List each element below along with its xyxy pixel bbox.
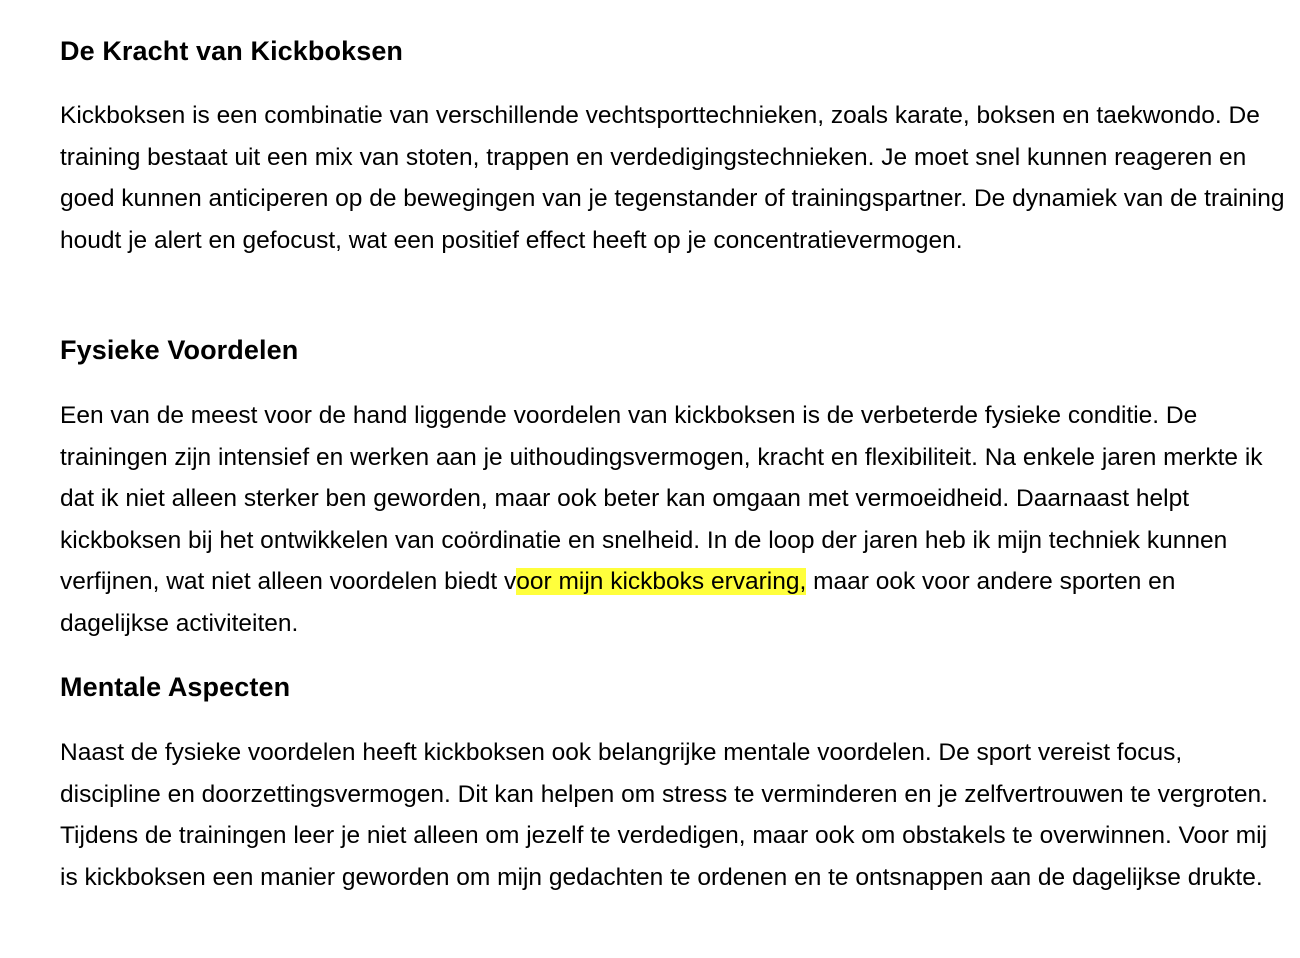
section-paragraph-mentale-aspecten: Naast de fysieke voordelen heeft kickboksen ook belangrijke mentale voordelen. De sport vereist focus, discipline en doorzettingsvermogen. Dit kan helpen om stress te verminderen en je zelfvertrouwen te vergroten. Tijdens de trainingen leer je niet alleen om jezelf te verdedigen, maar ook om obstakels te overwinnen. Voor mij is kickboksen een manier geworden om mijn gedachten te ordenen en te ontsnappen aan de dagelijkse drukte. <box>60 739 1268 891</box>
section-heading-kracht: De Kracht van Kickboksen <box>60 36 404 66</box>
highlighted-text: oor mijn kickboks ervaring, <box>516 568 807 596</box>
paragraph-text-after-highlight: maar ook voor andere sporten en dagelijkse activiteiten. <box>60 568 1176 637</box>
section-heading-mentale-aspecten: Mentale Aspecten <box>60 672 291 702</box>
section-paragraph-fysieke-voordelen <box>60 395 1285 645</box>
section-heading-fysieke-voordelen: Fysieke Voordelen <box>60 335 299 365</box>
section-paragraph-kracht: Kickboksen is een combinatie van verschillende vechtsporttechnieken, zoals karate, boksen en taekwondo. De training bestaat uit een mix van stoten, trappen en verdedigingstechnieken. Je moet snel kunnen reageren en goed kunnen anticiperen op de bewegingen van je tegenstander of trainingspartner. De dynamiek van de training houdt je alert en gefocust, wat een positief effect heeft op je concentratievermogen. <box>60 102 1285 254</box>
paragraph-text-before-highlight: Een van de meest voor de hand liggende voordelen van kickboksen is de verbeterde fysieke conditie. De trainingen zijn intensief en werken aan je uithoudingsvermogen, kracht en flexibiliteit. Na enkele jaren merkte ik dat ik niet alleen sterker ben geworden, maar ook beter kan omgaan met vermoeidheid. Daarnaast helpt kickboksen bij het ontwikkelen van coördinatie en snelheid. In de loop der jaren heb ik mijn techniek kunnen verfijnen, wat niet alleen voordelen biedt v <box>60 402 1263 596</box>
